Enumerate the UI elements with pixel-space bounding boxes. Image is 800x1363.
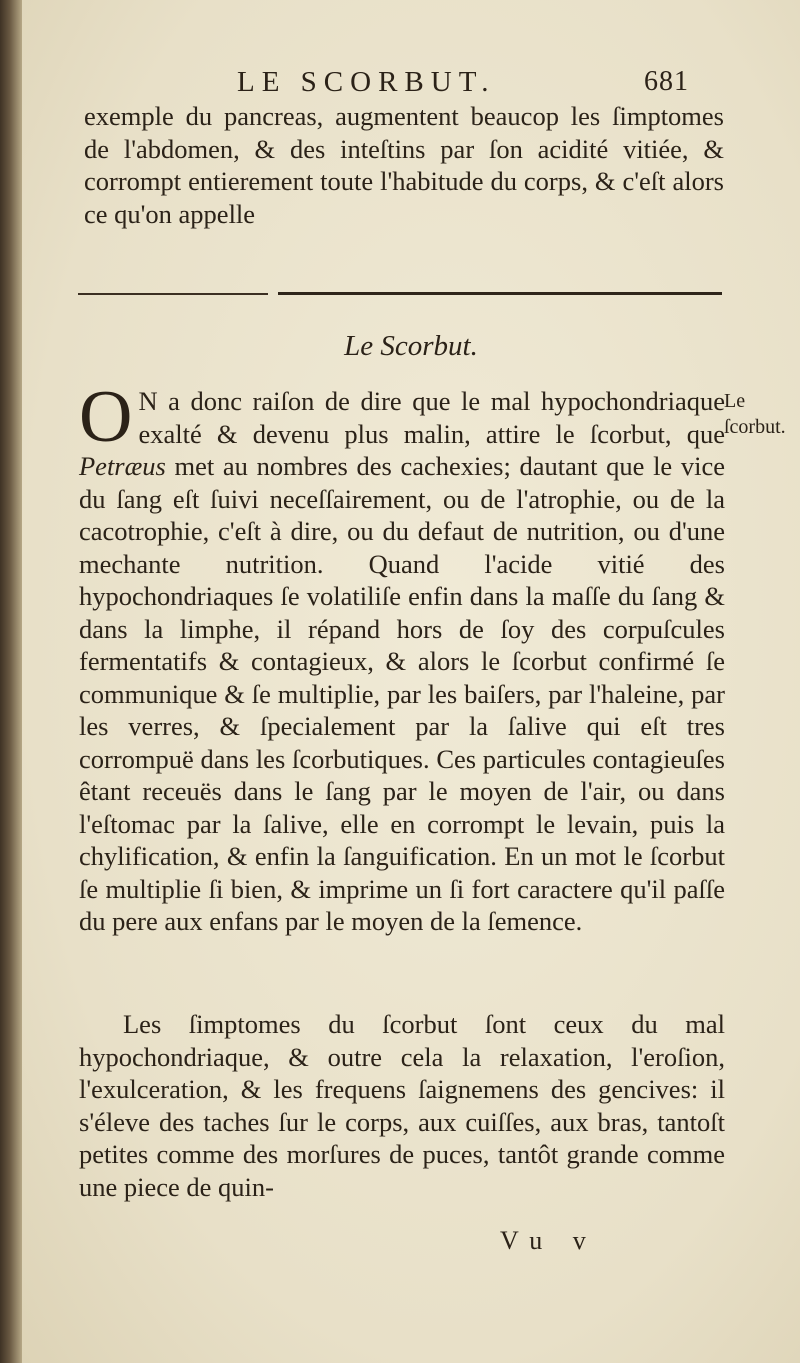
book-binding-shadow <box>0 0 22 1363</box>
section-title: Le Scorbut. <box>344 330 478 362</box>
book-page <box>22 0 800 1363</box>
running-title: LE SCORBUT. <box>237 66 496 98</box>
section-divider <box>78 290 722 298</box>
paragraph-1-text-a: N a donc raiſon de dire que le mal hypochondriaque exalté & devenu plus malin, attire le ſcorbut, que <box>138 386 725 449</box>
intro-text: exemple du pancreas, augmentent beaucop les ſimptomes de l'abdomen, & des inteſtins par ſon acidité vitiée, & corrompt entierement toute l'habitude du corps, & c'eſt alors ce qu'on appelle <box>84 101 724 229</box>
catchword: Vu v <box>500 1226 598 1255</box>
paragraph-1-text-b: met au nombres des cachexies; dautant que le vice du ſang eſt ſuivi neceſſairement, ou de l'atrophie, ou de la cacotrophie, c'eſt à dire, ou du defaut de nutrition, ou d'une mechante nutrition. Quand l'acide vitié des hypochondriaques ſe volatiliſe enfin dans la maſſe du ſang & dans la limphe, il répand hors de ſoy des corpuſcules fermentatifs & contagieux, & alors le ſcorbut confirmé ſe communique & ſe multiplie, par les baiſers, par l'haleine, par les verres, & ſpecialement par la ſalive qui eſt tres corrompuë dans les ſcorbutiques. Ces particules contagieuſes êtant receuës dans le ſang par le moyen de l'air, ou dans l'eſtomac par la ſalive, elle en corrompt le levain, puis la chylification, & enfin la ſanguification. En un mot le ſcorbut ſe multiplie ſi bien, & imprime un ſi fort caractere qu'il paſſe du pere aux enfans par le moyen de la ſemence. <box>79 451 725 936</box>
paragraph-1 <box>79 376 725 938</box>
page-number: 681 <box>644 66 689 97</box>
divider-rule-right <box>278 292 722 295</box>
drop-cap: O <box>79 376 133 458</box>
author-name: Petræus <box>79 451 166 481</box>
paragraph-2: Les ſimptomes du ſcorbut ſont ceux du mal hypochondriaque, & outre cela la relaxation, l'eroſion, l'exulceration, & les frequens ſaignemens des gencives: il s'éleve des taches ſur le corps, aux cuiſſes, aux bras, tantoſt petites comme des morſures de puces, tantôt grande comme une piece de quin- <box>79 1009 725 1202</box>
margin-note: Le ſcorbut. <box>724 390 786 438</box>
divider-rule-left <box>78 293 268 295</box>
